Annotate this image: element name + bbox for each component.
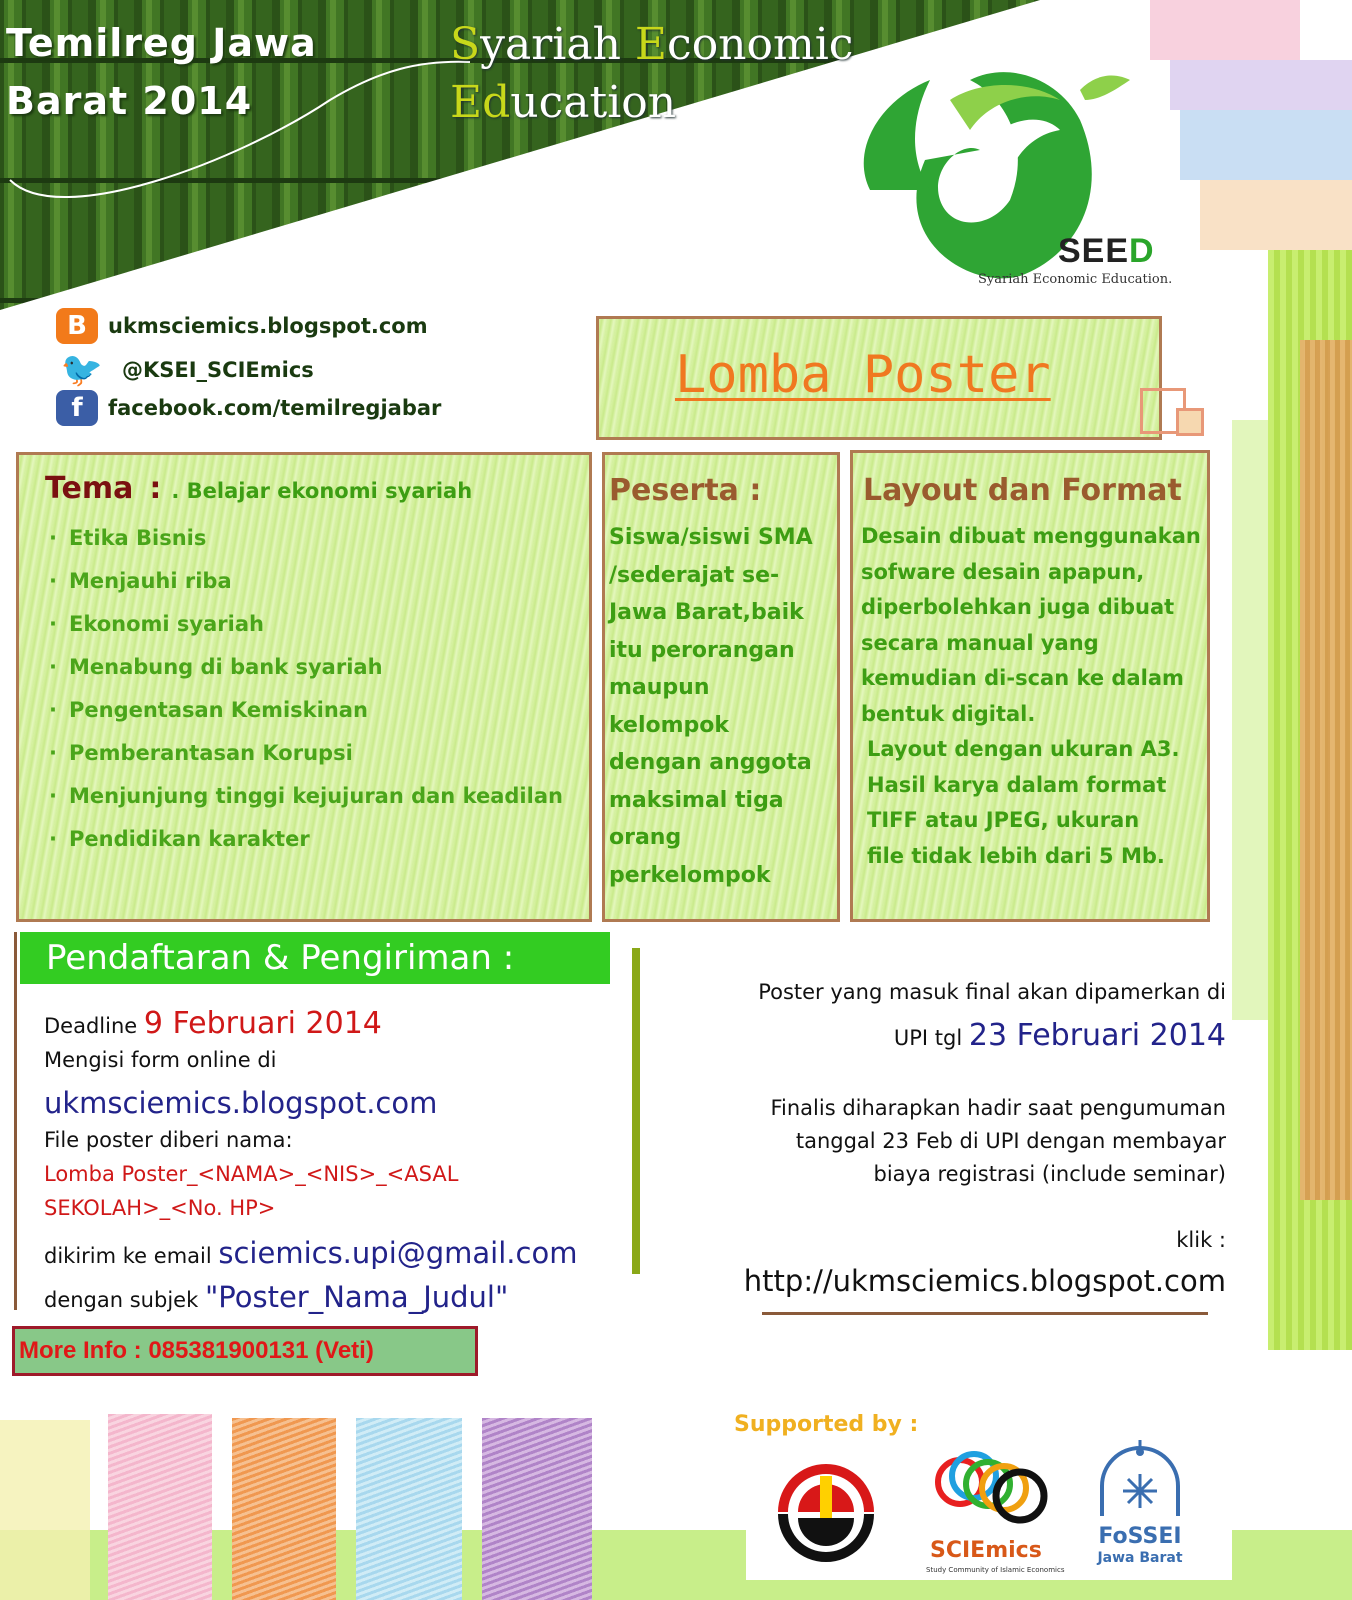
- decor-stripe-pink-top: [1150, 0, 1300, 60]
- subject-label: dengan subjek: [44, 1288, 199, 1312]
- form-instruction: Mengisi form online di: [44, 1048, 277, 1072]
- theme-header: [45, 471, 472, 506]
- social-twitter[interactable]: [52, 352, 314, 388]
- subject-value: "Poster_Nama_Judul": [204, 1280, 509, 1314]
- participant-line: dengan anggota: [609, 750, 812, 775]
- layout-format-text: [861, 519, 1201, 874]
- theme-item: · Ekonomi syariah: [49, 603, 563, 646]
- competition-title: Lomba Poster: [675, 345, 1051, 405]
- decor-stripe-orange-vertical: [1300, 340, 1352, 1200]
- seed-tagline: Syariah Economic Education.: [978, 272, 1173, 287]
- layout-line: secara manual yang: [861, 630, 1099, 655]
- program-title-line2: Education: [450, 77, 677, 128]
- finalist-note-line: Finalis diharapkan hadir saat pengumuman: [770, 1096, 1226, 1120]
- sciemics-logo-icon: [930, 1448, 1058, 1538]
- supported-by-label: Supported by :: [734, 1412, 919, 1437]
- theme-item: · Menjunjung tinggi kejujuran dan keadilan: [49, 775, 563, 818]
- theme-list: [49, 517, 563, 861]
- email-row: [44, 1236, 577, 1270]
- layout-line: sofware desain apapun,: [861, 559, 1145, 584]
- participant-text: [609, 519, 837, 894]
- finalist-note: [666, 1092, 1226, 1191]
- blog-link[interactable]: ukmsciemics.blogspot.com: [108, 314, 428, 338]
- theme-item: · Menjauhi riba: [49, 560, 563, 603]
- participant-line: itu perorangan: [609, 637, 795, 663]
- final-exhibition-line: Poster yang masuk final akan dipamerkan di: [758, 980, 1226, 1004]
- decor-stripe-blue: [1180, 110, 1352, 180]
- more-info-contact: More Info : 085381900131 (Veti): [12, 1326, 478, 1376]
- event-title-line1: Temilreg Jawa: [6, 21, 317, 65]
- decor-block-purple: [482, 1418, 592, 1600]
- participant-line: orang: [609, 825, 682, 850]
- facebook-link[interactable]: facebook.com/temilregjabar: [108, 396, 442, 420]
- participant-line: perkelompok: [609, 862, 771, 888]
- decor-block-yellow: [0, 1420, 90, 1600]
- layout-line: file tidak lebih dari 5 Mb.: [867, 843, 1165, 868]
- program-title: [450, 16, 853, 132]
- layout-line: kemudian di-scan ke dalam: [861, 666, 1184, 690]
- file-naming-format-line2: SEKOLAH>_<No. HP>: [44, 1196, 276, 1220]
- layout-line: Desain dibuat menggunakan: [861, 524, 1201, 548]
- seed-wordmark: SEED: [1058, 232, 1155, 270]
- click-label: klik :: [1176, 1228, 1226, 1252]
- event-title: [6, 14, 317, 130]
- theme-item: · Pengentasan Kemiskinan: [49, 689, 563, 732]
- theme-lead: . Belajar ekonomi syariah: [171, 479, 473, 503]
- layout-line: diperbolehkan juga dibuat: [861, 595, 1175, 619]
- social-facebook[interactable]: [56, 390, 441, 426]
- competition-banner: [596, 316, 1162, 440]
- sciemics-wordmark: SCIEmics: [930, 1538, 1042, 1563]
- final-date-row: [666, 1018, 1226, 1053]
- participant-line: Siswa/siswi SMA: [609, 525, 813, 550]
- facebook-icon: f: [56, 390, 98, 426]
- registration-left-rule: [14, 932, 17, 1310]
- twitter-handle[interactable]: @KSEI_SCIEmics: [122, 358, 314, 382]
- sciemics-subtitle: Study Community of Islamic Economics: [926, 1566, 1065, 1574]
- link-underline: [762, 1312, 1208, 1315]
- file-naming-format-line1: Lomba Poster_<NAMA>_<NIS>_<ASAL: [44, 1162, 459, 1186]
- file-naming-instruction: File poster diberi nama:: [44, 1128, 293, 1152]
- twitter-bird-icon: 🐦: [52, 352, 112, 388]
- decor-stripe-lavender: [1170, 60, 1352, 110]
- theme-item: · Etika Bisnis: [49, 517, 563, 560]
- layout-line: Layout dengan ukuran A3.: [867, 737, 1180, 761]
- theme-label: Tema: [45, 471, 134, 506]
- decor-block-blue: [356, 1418, 462, 1600]
- layout-line: bentuk digital.: [861, 701, 1036, 726]
- decor-block-orange: [232, 1418, 336, 1600]
- fossei-region: Jawa Barat: [1097, 1550, 1183, 1566]
- participant-line: /sederajat se-: [609, 562, 780, 588]
- theme-item: · Menabung di bank syariah: [49, 646, 563, 689]
- deadline-label: Deadline: [44, 1014, 138, 1038]
- participant-box: [602, 452, 840, 922]
- theme-colon: :: [149, 471, 162, 506]
- finalist-note-line: tanggal 23 Feb di UPI dengan membayar: [795, 1129, 1226, 1153]
- event-title-line2: Barat 2014: [6, 79, 253, 123]
- decor-stripe-peach: [1200, 180, 1352, 250]
- subject-row: [44, 1280, 508, 1314]
- participant-title: Peserta :: [609, 473, 762, 508]
- layout-format-box: [850, 450, 1210, 922]
- fossei-wordmark: FoSSEI: [1098, 1524, 1182, 1549]
- participant-line: maupun kelompok: [609, 675, 730, 738]
- upi-university-logo-icon: [768, 1452, 884, 1564]
- blog-url-link[interactable]: http://ukmsciemics.blogspot.com: [743, 1264, 1226, 1298]
- theme-item: · Pemberantasan Korupsi: [49, 732, 563, 775]
- program-title-line1: Syariah Economic: [450, 19, 854, 70]
- final-date-prefix: UPI tgl: [893, 1026, 963, 1050]
- layout-line: TIFF atau JPEG, ukuran: [867, 808, 1140, 832]
- banner-decor-square-2: [1176, 408, 1204, 436]
- deadline-date: 9 Februari 2014: [143, 1006, 382, 1041]
- registration-heading: Pendaftaran & Pengiriman :: [20, 932, 610, 984]
- deadline-row: [44, 1006, 382, 1041]
- participant-line: Jawa Barat,baik: [609, 600, 804, 625]
- layout-line: Hasil karya dalam format: [867, 772, 1167, 797]
- final-date: 23 Februari 2014: [968, 1018, 1226, 1053]
- email-label: dikirim ke email: [44, 1244, 212, 1268]
- social-blog[interactable]: [56, 308, 428, 344]
- fossei-dome-logo-icon: [1090, 1436, 1190, 1526]
- registration-divider: [632, 948, 640, 1274]
- decor-block-pink: [108, 1414, 212, 1600]
- decor-stripe-lime-right: [1232, 420, 1268, 1020]
- finalist-note-line: biaya registrasi (include seminar): [873, 1162, 1226, 1186]
- participant-line: maksimal tiga: [609, 787, 784, 813]
- theme-item: · Pendidikan karakter: [49, 818, 563, 861]
- email-link[interactable]: sciemics.upi@gmail.com: [218, 1236, 578, 1270]
- blogger-icon: B: [56, 308, 98, 344]
- layout-format-title: Layout dan Format: [863, 473, 1182, 508]
- form-url-link[interactable]: ukmsciemics.blogspot.com: [44, 1086, 438, 1120]
- theme-box: [16, 452, 592, 922]
